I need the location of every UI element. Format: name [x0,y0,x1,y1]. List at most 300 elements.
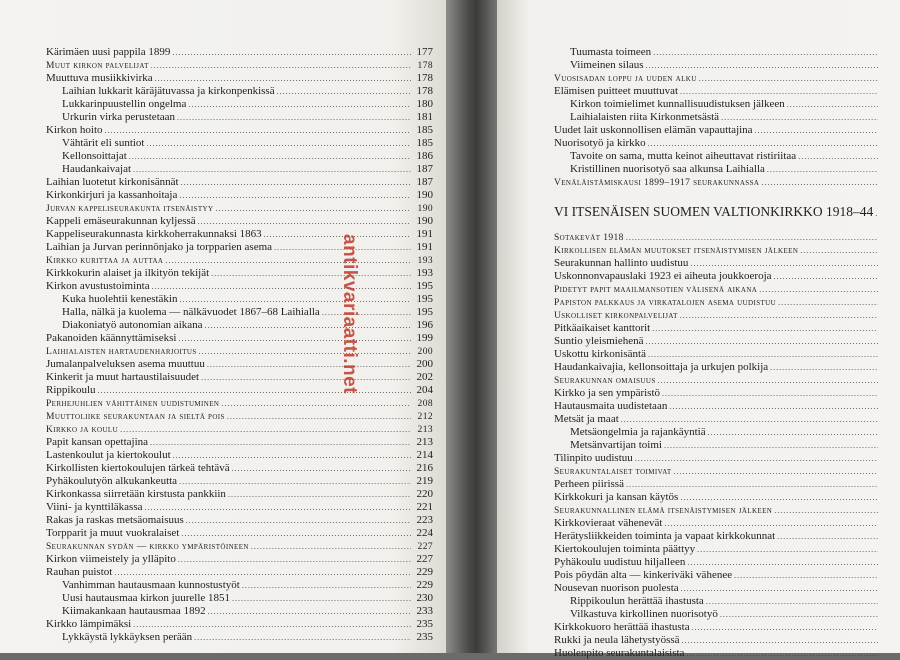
toc-entry-page: 195 [416,280,433,292]
toc-dot-leader [674,465,878,479]
toc-entry [554,426,900,439]
toc-entry-page: 191 [416,241,433,253]
toc-entry-page: 233 [416,605,433,617]
toc-entry-title: Vanhimman hautausmaan kunnostustyöt [62,579,240,591]
toc-entry-title: Kirkon toimielimet kunnallisuudistuksen jälkeen [570,98,785,110]
book-gutter [446,0,497,653]
toc-entry [554,46,900,59]
toc-entry-title: Rakas ja raskas metsäomaisuus [46,514,184,526]
toc-entry-title: Kirkkokuoro herättää ihastusta [554,621,690,633]
toc-dot-leader [680,309,878,323]
toc-dot-leader [658,374,878,388]
toc-dot-leader [178,553,411,566]
toc-dot-leader [215,202,411,216]
toc-dot-leader [798,150,878,163]
toc-dot-leader [165,254,411,268]
toc-entry-title: Laihialaisten hartaudenharjoitus [46,347,197,357]
toc-dot-leader [759,283,878,297]
toc-entry-page: 177 [416,46,433,58]
toc-entry-page: 178 [416,72,433,84]
toc-entry-page: 190 [417,204,433,214]
toc-entry-title: Uusi hautausmaa kirkon juurelle 1851 [62,592,231,604]
toc-dot-leader [708,426,878,439]
toc-dot-leader [652,322,878,335]
toc-entry-title: Uudet lait uskonnollisen elämän vapauttajina [554,124,753,136]
toc-entry-page: 195 [416,306,433,318]
toc-entry [46,423,433,436]
toc-dot-leader [188,98,411,111]
toc-entry-title: Kiimakankaan hautausmaa 1892 [62,605,206,617]
toc-entry-page: 186 [416,150,433,162]
toc-entry-title: Rippikoulun herättää ihastusta [570,595,704,607]
toc-dot-leader [646,335,878,348]
toc-dot-leader [778,296,878,310]
toc-entry-title: Huolenpito seurakuntalaisista [554,647,685,659]
toc-entry-title: Laihian luotetut kirkonisännät [46,176,179,188]
toc-entry [554,530,900,543]
toc-entry [46,371,433,384]
toc-entry [554,556,900,569]
toc-entry [554,621,900,634]
toc-entry-page: 185 [416,137,433,149]
toc-entry [46,124,433,137]
toc-dot-leader [120,423,411,437]
toc-dot-leader [211,267,411,280]
toc-entry-title: Kellonsoittajat [62,150,127,162]
toc-entry [554,270,900,283]
toc-entry-title: Kirkon viimeistely ja ylläpito [46,553,176,565]
toc-entry [46,72,433,85]
toc-dot-leader [194,631,411,644]
toc-entry-title: Perheen piirissä [554,478,624,490]
toc-entry-title: Rukki ja neula lähetystyössä [554,634,680,646]
toc-dot-leader [207,358,411,371]
toc-entry [554,309,900,322]
toc-dot-leader [322,306,411,319]
toc-entry [554,413,900,426]
toc-entry-page: 235 [416,631,433,643]
toc-entry [554,517,900,530]
toc-entry-title: Sotakevät 1918 [554,233,624,243]
toc-entry-title: Hautausmaita uudistetaan [554,400,668,412]
toc-entry-title: Kirkon hoito [46,124,103,136]
toc-entry [46,618,433,631]
toc-entry [554,176,900,189]
toc-entry-page: 196 [416,319,433,331]
toc-dot-leader [251,540,411,554]
toc-entry [46,527,433,540]
toc-entry-page: 187 [416,176,433,188]
toc-entry-title: Torpparit ja muut vuokralaiset [46,527,180,539]
toc-dot-leader [648,137,878,150]
toc-dot-leader [155,72,411,85]
toc-entry [554,647,900,660]
toc-dot-leader [150,436,411,449]
toc-entry-title: Kirkkokuri ja kansan käytös [554,491,679,503]
toc-entry-title: Kirkkokurin alaiset ja ilkityön tekijät [46,267,210,279]
toc-entry-title: Lastenkoulut ja kiertokoulut [46,449,171,461]
toc-entry [554,335,900,348]
toc-entry [46,241,433,254]
toc-dot-leader [686,647,878,660]
toc-dot-leader [774,270,878,283]
toc-entry-title: Kirkkovieraat vähenevät [554,517,663,529]
toc-dot-leader [205,319,411,332]
toc-left-list [46,46,433,644]
toc-entry-title: Seurakunnallinen elämä itsenäistymisen jälkeen [554,506,773,516]
toc-entry-title: Viini- ja kynttiläkassa [46,501,143,513]
toc-entry [554,504,900,517]
toc-entry [554,150,900,163]
chapter-heading [554,201,900,223]
toc-entry-title: Uskottu kirkonisäntä [554,348,646,360]
toc-entry [554,478,900,491]
toc-dot-leader [186,514,411,527]
toc-entry [554,59,900,72]
toc-entry [554,163,900,176]
toc-dot-leader [761,176,878,190]
toc-entry-page: 199 [416,332,433,344]
toc-entry-title: Herätysliikkeiden toiminta ja vapaat kirkkokunnat [554,530,776,542]
toc-entry-title: Rippikoulu [46,384,96,396]
toc-entry [554,244,900,257]
toc-entry-title: Kinkerit ja muut hartaustilaisuudet [46,371,200,383]
toc-dot-leader [105,124,411,137]
toc-entry-page: 221 [416,501,433,513]
toc-entry-title: Kirkollisten kiertokoulujen tärkeä tehtävä [46,462,230,474]
toc-entry [46,540,433,553]
toc-dot-leader [198,215,411,228]
toc-entry-title: Kirkon avustustoiminta [46,280,150,292]
toc-entry [554,296,900,309]
toc-entry-page: 178 [417,61,433,71]
toc-dot-leader [680,491,878,504]
toc-entry-title: Kappeliseurakunnasta kirkkoherrakunnaksi 1863 [46,228,262,240]
toc-entry-title: Kirkko ja sen ympäristö [554,387,661,399]
toc-entry-page: 229 [416,566,433,578]
toc-entry-title: Nuorisotyö ja kirkko [554,137,646,149]
toc-dot-leader [646,59,878,72]
toc-entry [46,514,433,527]
toc-entry-title: Kirkko kurittaa ja auttaa [46,256,164,266]
toc-entry-page: 202 [416,371,433,383]
toc-dot-leader [178,332,411,345]
toc-entry-title: Halla, nälkä ja kuolema — nälkävuodet 1867–68 Laihialla [62,306,320,318]
toc-entry-title: Pyhäkoulu uudistuu hiljalleen [554,556,686,568]
toc-entry-page: 208 [417,399,433,409]
toc-entry-title: Jurvan kappeliseurakunta itsenäistyy [46,204,214,214]
toc-entry-title: Papiston palkkaus ja virkatalojen asema uudistuu [554,298,777,308]
toc-entry-title: Seurakunnan hallinto uudistuu [554,257,689,269]
toc-entry-title: Lykkäystä lykkäyksen perään [62,631,193,643]
toc-entry [554,387,900,400]
toc-entry-title: Uskonnonvapauslaki 1923 ei aiheuta joukkoeroja [554,270,772,282]
toc-dot-leader [653,46,878,59]
toc-entry-title: Pidetyt papit maailmansotien välisenä aikana [554,285,758,295]
toc-entry-page: 180 [416,98,433,110]
toc-entry-page: 181 [416,111,433,123]
toc-entry-title: Papit kansan opettajina [46,436,149,448]
toc-entry [46,449,433,462]
toc-dot-leader [699,72,878,86]
toc-dot-leader [635,452,878,465]
toc-dot-leader [177,111,411,124]
toc-entry-page: 214 [416,449,433,461]
toc-entry-title: VI ITSENÄISEN SUOMEN VALTIONKIRKKO 1918–44 [554,204,874,219]
toc-entry-page: 178 [416,85,433,97]
toc-dot-leader [770,361,878,374]
toc-entry [554,491,900,504]
toc-dot-leader [774,504,878,518]
toc-entry [46,566,433,579]
toc-entry [46,189,433,202]
toc-entry [554,137,900,150]
toc-entry-title: Seurakuntalaiset toimivat [554,467,672,477]
toc-entry-page: 187 [416,163,433,175]
toc-dot-leader [690,257,878,270]
toc-entry-title: Tavoite on sama, mutta keinot aiheuttavat ristiriitaa [570,150,797,162]
toc-entry-title: Kristillinen nuorisotyö saa alkunsa Laihialla [570,163,765,175]
toc-dot-leader [721,111,878,124]
toc-entry [46,631,433,644]
toc-entry [554,124,900,137]
toc-entry-page: 220 [416,488,433,500]
toc-entry-title: Vilkastuva kirkollinen nuorisotyö [570,608,718,620]
toc-entry-page: 193 [417,256,433,266]
toc-entry-page: 190 [416,215,433,227]
toc-entry-title: Kiertokoulujen toiminta päättyy [554,543,696,555]
toc-entry-title: Vuosisadan loppu ja uuden alku [554,74,697,84]
toc-entry-title: Metsänvartijan toimi [570,439,662,451]
watermark-text: antikvariaatti.net [339,234,360,394]
toc-dot-leader [201,371,411,384]
toc-entry [46,462,433,475]
toc-dot-leader [179,189,411,202]
toc-dot-leader [787,98,878,111]
toc-entry [554,257,900,270]
toc-entry [554,348,900,361]
toc-entry [46,176,433,189]
toc-dot-leader [181,176,411,189]
toc-dot-leader [152,280,411,293]
toc-entry-title: Nousevan nuorison puolesta [554,582,679,594]
toc-dot-leader [221,397,411,411]
toc-entry-title: Kirkollisen elämän muutokset itsenäistymisen jälkeen [554,246,799,256]
toc-dot-leader [173,449,411,462]
toc-entry-title: Muuttuva musiikkivirka [46,72,153,84]
toc-entry [554,465,900,478]
toc-entry [554,543,900,556]
toc-entry [554,634,900,647]
toc-entry-title: Pyhäkoulutyön alkukankeutta [46,475,178,487]
toc-entry [46,332,433,345]
toc-entry-title: Kirkko ja koulu [46,425,119,435]
toc-entry-title: Perhejuhlien vähittäinen uudistuminen [46,399,220,409]
toc-dot-leader [692,621,878,634]
toc-entry-page: 195 [416,293,433,305]
toc-right-list [554,46,900,660]
toc-dot-leader [706,595,878,608]
toc-dot-leader [755,124,878,137]
toc-entry-page: 223 [416,514,433,526]
toc-entry-page: 212 [417,412,433,422]
toc-entry [46,98,433,111]
toc-entry [554,231,900,244]
toc-entry-title: Metsät ja maat [554,413,619,425]
toc-entry-title: Jumalanpalveluksen asema muuttuu [46,358,205,370]
toc-entry [554,98,900,111]
toc-entry [554,608,900,621]
toc-dot-leader [669,400,878,413]
toc-entry-page: 229 [416,579,433,591]
toc-entry [554,439,900,452]
toc-dot-leader [626,231,878,245]
toc-entry [46,397,433,410]
toc-entry-page: 190 [416,189,433,201]
toc-entry [554,283,900,296]
toc-dot-leader [687,556,878,569]
toc-entry-title: Diakoniatyö autonomian aikana [62,319,203,331]
toc-dot-leader [648,348,878,361]
toc-dot-leader [129,150,411,163]
toc-dot-leader [734,569,878,582]
toc-entry [46,436,433,449]
toc-entry-page: 216 [416,462,433,474]
toc-entry-page: 185 [416,124,433,136]
toc-dot-leader [133,163,411,176]
toc-entry-title: Laihialaisten riita Kirkonmetsästä [570,111,720,123]
toc-entry-title: Laihian lukkarit käräjätuvassa ja kirkonpenkissä [62,85,275,97]
toc-spacer [554,189,900,197]
toc-entry [46,345,433,358]
toc-entry [46,358,433,371]
toc-entry [46,267,433,280]
toc-dot-leader [228,488,411,501]
toc-dot-leader [145,501,412,514]
toc-entry [46,592,433,605]
toc-dot-leader [133,618,411,631]
toc-entry [554,452,900,465]
toc-entry-title: Laihian ja Jurvan perinnönjako ja torpparien asema [46,241,273,253]
toc-entry-title: Kirkko lämpimäksi [46,618,132,630]
toc-entry-page: 219 [416,475,433,487]
toc-entry [46,137,433,150]
toc-entry [46,202,433,215]
toc-entry-title: Urkurin virka perustetaan [62,111,176,123]
toc-entry-title: Lukkarinpuustellin ongelma [62,98,187,110]
toc-entry-title: Tilinpito uudistuu [554,452,633,464]
toc-dot-leader [682,634,878,647]
toc-entry [554,400,900,413]
toc-entry [46,319,433,332]
toc-entry [46,488,433,501]
toc-dot-leader [227,410,411,424]
toc-dot-leader [146,137,411,150]
toc-entry [46,150,433,163]
toc-entry-page: 227 [416,553,433,565]
toc-dot-leader [232,592,411,605]
toc-entry-title: Kärimäen uusi pappila 1899 [46,46,171,58]
toc-dot-leader [767,163,878,176]
toc-entry-title: Pois pöydän alta — kinkeriväki vähenee [554,569,733,581]
toc-entry-page: 204 [416,384,433,396]
toc-entry [554,85,900,98]
toc-dot-leader [875,201,878,225]
toc-dot-leader [680,85,878,98]
toc-dot-leader [151,59,411,73]
toc-entry [46,163,433,176]
toc-entry-title: Kirkonkassa siirretään kirstusta pankkiin [46,488,226,500]
toc-entry [554,111,900,124]
toc-dot-leader [720,608,878,621]
toc-entry-title: Metsäongelmia ja rajankäyntiä [570,426,706,438]
toc-entry-title: Elämisen puitteet muuttuvat [554,85,679,97]
toc-dot-leader [232,462,411,475]
toc-entry-title: Muuttoliike seurakuntaan ja sieltä pois [46,412,225,422]
toc-entry-page: 235 [416,618,433,630]
toc-entry-title: Venäläistämiskausi 1899–1917 seurakunnassa [554,178,760,188]
toc-entry [46,59,433,72]
toc-entry-page: 193 [416,267,433,279]
toc-entry [554,72,900,85]
toc-entry-title: Seurakunnan omaisuus [554,376,656,386]
toc-dot-leader [800,244,878,258]
toc-entry-page: 230 [416,592,433,604]
toc-entry-page: 224 [416,527,433,539]
toc-dot-leader [626,478,878,491]
toc-entry-page: 227 [417,542,433,552]
toc-entry-page: 213 [417,425,433,435]
toc-entry-title: Kappeli emäseurakunnan kyljessä [46,215,196,227]
toc-dot-leader [181,527,411,540]
toc-dot-leader [664,439,878,452]
toc-entry-title: Muut kirkon palvelijat [46,61,149,71]
toc-entry-page: 200 [417,347,433,357]
toc-entry-page: 213 [416,436,433,448]
toc-entry-title: Kirkonkirjuri ja kassanhoitaja [46,189,178,201]
toc-entry-title: Pitkäaikaiset kanttorit [554,322,651,334]
toc-entry [554,374,900,387]
toc-entry-title: Vähtärit eli suntiot [62,137,145,149]
toc-entry-page: 191 [416,228,433,240]
toc-dot-leader [681,582,878,595]
toc-entry [46,111,433,124]
toc-dot-leader [277,85,411,98]
toc-entry-title: Kuka huolehtii kenestäkin [62,293,178,305]
toc-dot-leader [98,384,411,397]
toc-entry-title: Tuumasta toimeen [570,46,652,58]
toc-entry-title: Rauhan puistot [46,566,113,578]
toc-dot-leader [697,543,878,556]
toc-entry [46,85,433,98]
toc-entry [46,579,433,592]
toc-entry-page: 200 [416,358,433,370]
toc-entry [46,46,433,59]
toc-dot-leader [664,517,878,530]
toc-dot-leader [199,345,411,359]
toc-entry [46,228,433,241]
toc-entry [554,361,900,374]
toc-dot-leader [179,293,411,306]
toc-entry [554,322,900,335]
toc-entry [46,254,433,267]
toc-dot-leader [242,579,411,592]
toc-entry [46,410,433,423]
toc-entry-title: Pakanoiden käännyttämiseksi [46,332,177,344]
toc-entry [46,553,433,566]
toc-entry [46,605,433,618]
toc-entry-title: Haudankaivajat [62,163,132,175]
